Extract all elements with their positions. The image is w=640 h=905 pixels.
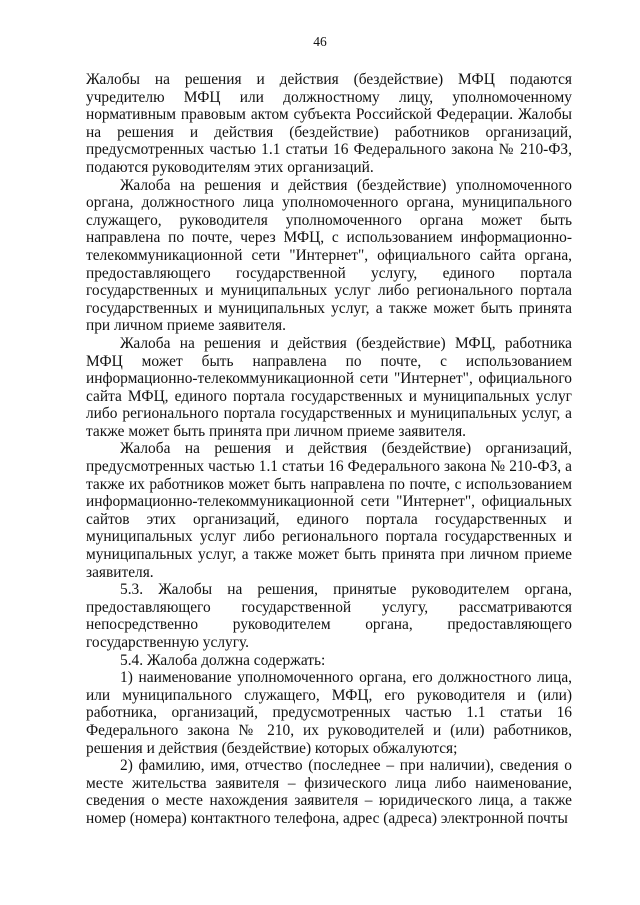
paragraph-complaint-authorized-body: Жалоба на решения и действия (бездействие) уполномоченного органа, должностного лица уполномоченного органа, муниципального служащего, руководителя уполномоченного органа может быть направлена по почте, через МФЦ, с использованием информационно-телекоммуникационной сети "Интернет", официального сайта органа, предоставляющего государственной услугу, единого портала государственных и муниципальных услуг либо регионального портала государственных и муниципальных услуг, а также может быть принята при личном приеме заявителя.	[86, 176, 572, 335]
list-item-2: 2) фамилию, имя, отчество (последнее – при наличии), сведения о месте жительства заявителя – физического лица либо наименование, сведения о месте нахождения заявителя – юридического лица, а также номер (номера) контактного телефона, адрес (адреса) электронной почты	[86, 757, 572, 827]
paragraph-complaint-mfc: Жалоба на решения и действия (бездействие) МФЦ, работника МФЦ может быть направлена по почте, с использованием информационно-телекоммуникационной сети "Интернет", официального сайта МФЦ, единого портала государственных и муниципальных услуг либо регионального портала государственных и муниципальных услуг, а также может быть принята при личном приеме заявителя.	[86, 334, 572, 440]
paragraph-5-4: 5.4. Жалоба должна содержать:	[120, 651, 326, 669]
paragraph-5-3: 5.3. Жалобы на решения, принятые руководителем органа, предоставляющего государственной услугу, рассматриваются непосредственно руководителем органа, предоставляющего государственную услугу.	[86, 581, 572, 651]
page-number: 46	[313, 34, 327, 49]
list-item-1: 1) наименование уполномоченного органа, его должностного лица, или муниципального служащего, МФЦ, его руководителя и (или) работника, организаций, предусмотренных частью 1.1 статьи 16 Федерального закона № 210, их руководителей и (или) работников, решения и действия (бездействие) которых обжалуются;	[86, 669, 572, 757]
paragraph-complaints-mfc-founder: Жалобы на решения и действия (бездействие) МФЦ подаются учредителю МФЦ или должностному лицу, уполномоченному нормативным правовым актом субъекта Российской Федерации. Жалобы на решения и действия (бездействие) работников организаций, предусмотренных частью 1.1 статьи 16 Федерального закона № 210-ФЗ, подаются руководителям этих организаций.	[86, 71, 572, 176]
paragraph-complaint-organizations: Жалоба на решения и действия (бездействие) организаций, предусмотренных частью 1.1 статьи 16 Федерального закона № 210-ФЗ, а также их работников может быть направлена по почте, с использованием информационно-телекоммуникационной сети "Интернет", официальных сайтов этих организаций, единого портала государственных и муниципальных услуг либо регионального портала государственных и муниципальных услуг, а также может быть принята при личном приеме заявителя.	[86, 440, 572, 581]
body-text	[86, 71, 572, 828]
